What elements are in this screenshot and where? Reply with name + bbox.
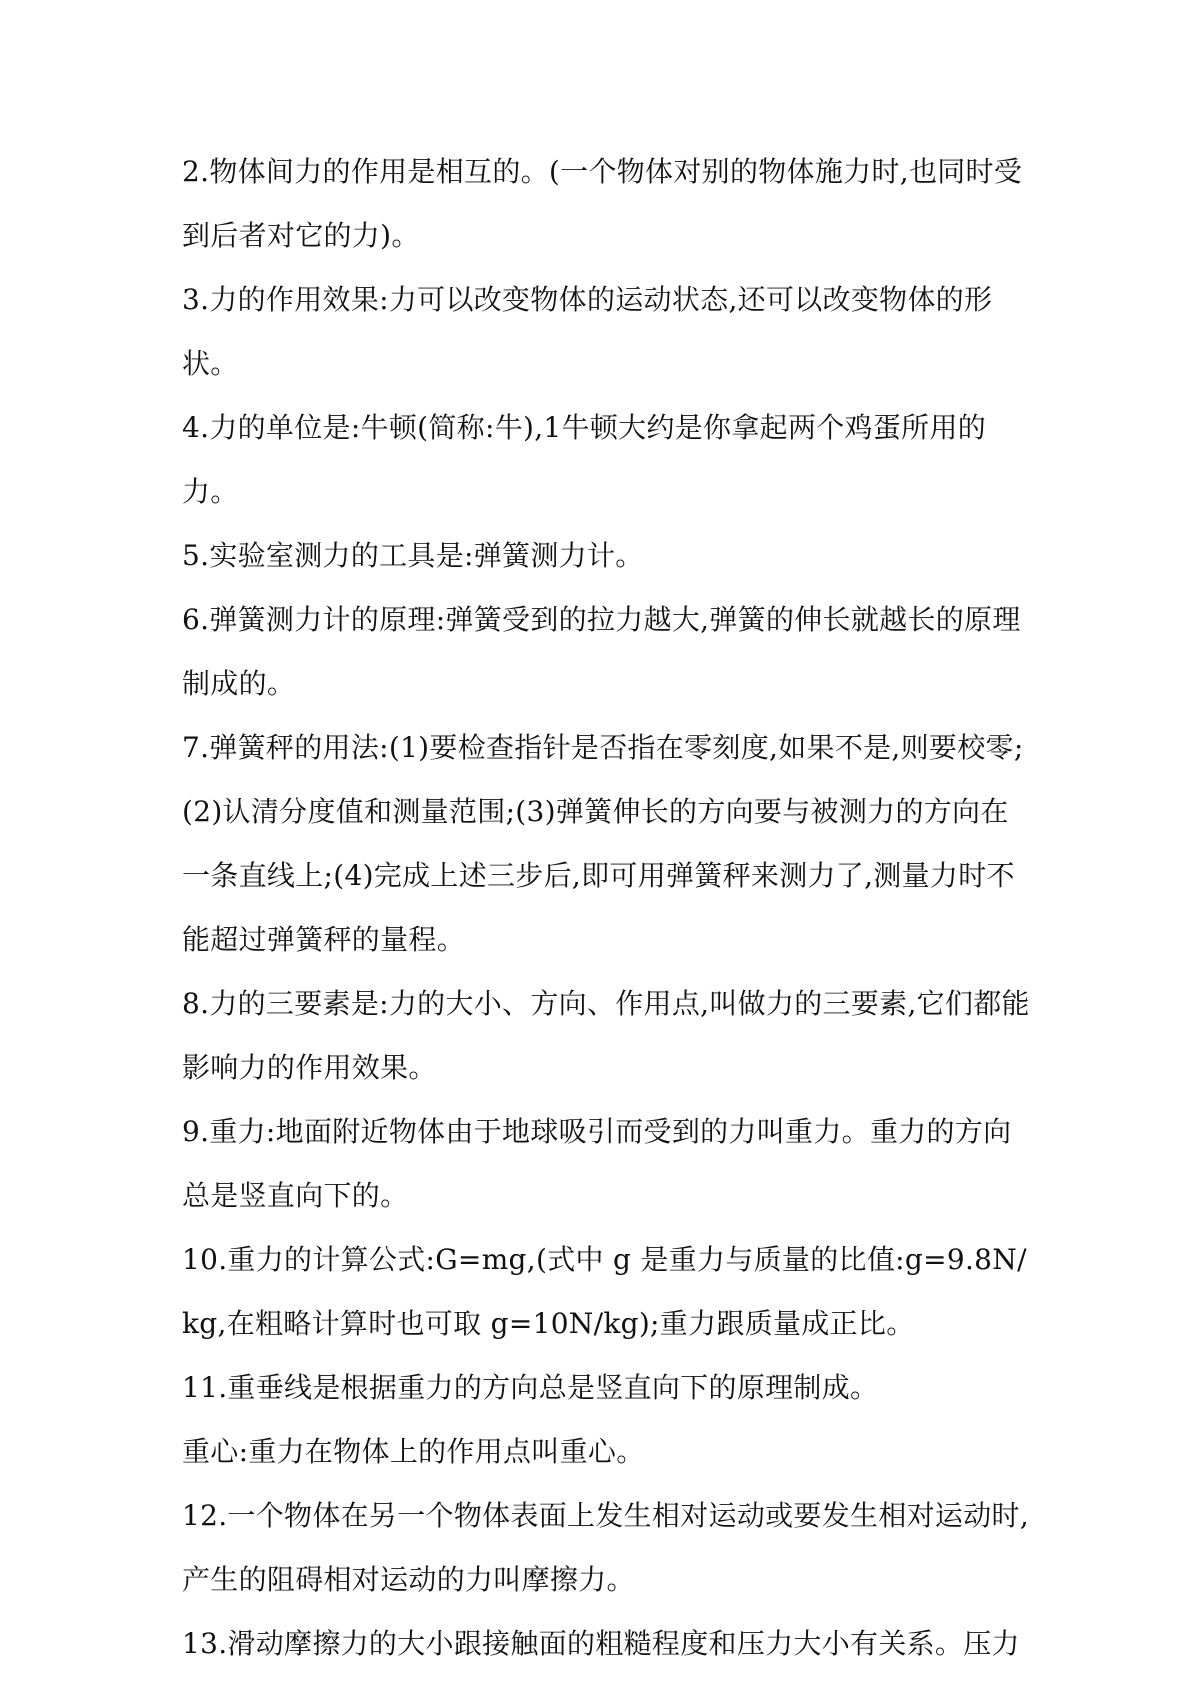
paragraph-9: 9.重力:地面附近物体由于地球吸引而受到的力叫重力。重力的方向总是竖直向下的。: [182, 1115, 1012, 1212]
paragraph-3: 3.力的作用效果:力可以改变物体的运动状态,还可以改变物体的形状。: [182, 283, 993, 380]
paragraph-4: 4.力的单位是:牛顿(简称:牛),1牛顿大约是你拿起两个鸡蛋所用的力。: [182, 411, 987, 508]
paragraph-11: 11.重垂线是根据重力的方向总是竖直向下的原理制成。: [182, 1371, 879, 1404]
paragraph-6: 6.弹簧测力计的原理:弹簧受到的拉力越大,弹簧的伸长就越长的原理制成的。: [182, 603, 1021, 700]
paragraph-12: 12.一个物体在另一个物体表面上发生相对运动或要发生相对运动时,产生的阻碍相对运动的力叫摩擦力。: [182, 1499, 1030, 1596]
paragraph-10: 10.重力的计算公式:G=mg,(式中 g 是重力与质量的比值:g=9.8N/kg,在粗略计算时也可取 g=10N/kg);重力跟质量成正比。: [182, 1243, 1027, 1340]
paragraph-2: 2.物体间力的作用是相互的。(一个物体对别的物体施力时,也同时受到后者对它的力)。: [182, 155, 1023, 252]
paragraph-center-of-gravity: 重心:重力在物体上的作用点叫重心。: [182, 1435, 645, 1468]
paragraph-13: 13.滑动摩擦力的大小跟接触面的粗糙程度和压力大小有关系。压力: [182, 1627, 1020, 1660]
paragraph-5: 5.实验室测力的工具是:弹簧测力计。: [182, 539, 644, 572]
paragraph-7: 7.弹簧秤的用法:(1)要检查指针是否指在零刻度,如果不是,则要校零;(2)认清分度值和测量范围;(3)弹簧伸长的方向要与被测力的方向在一条直线上;(4)完成上述三步后,即可用弹簧秤来测力了,测量力时不能超过弹簧秤的量程。: [182, 731, 1024, 956]
document-body: [182, 140, 1032, 1676]
paragraph-8: 8.力的三要素是:力的大小、方向、作用点,叫做力的三要素,它们都能影响力的作用效果。: [182, 987, 1030, 1084]
